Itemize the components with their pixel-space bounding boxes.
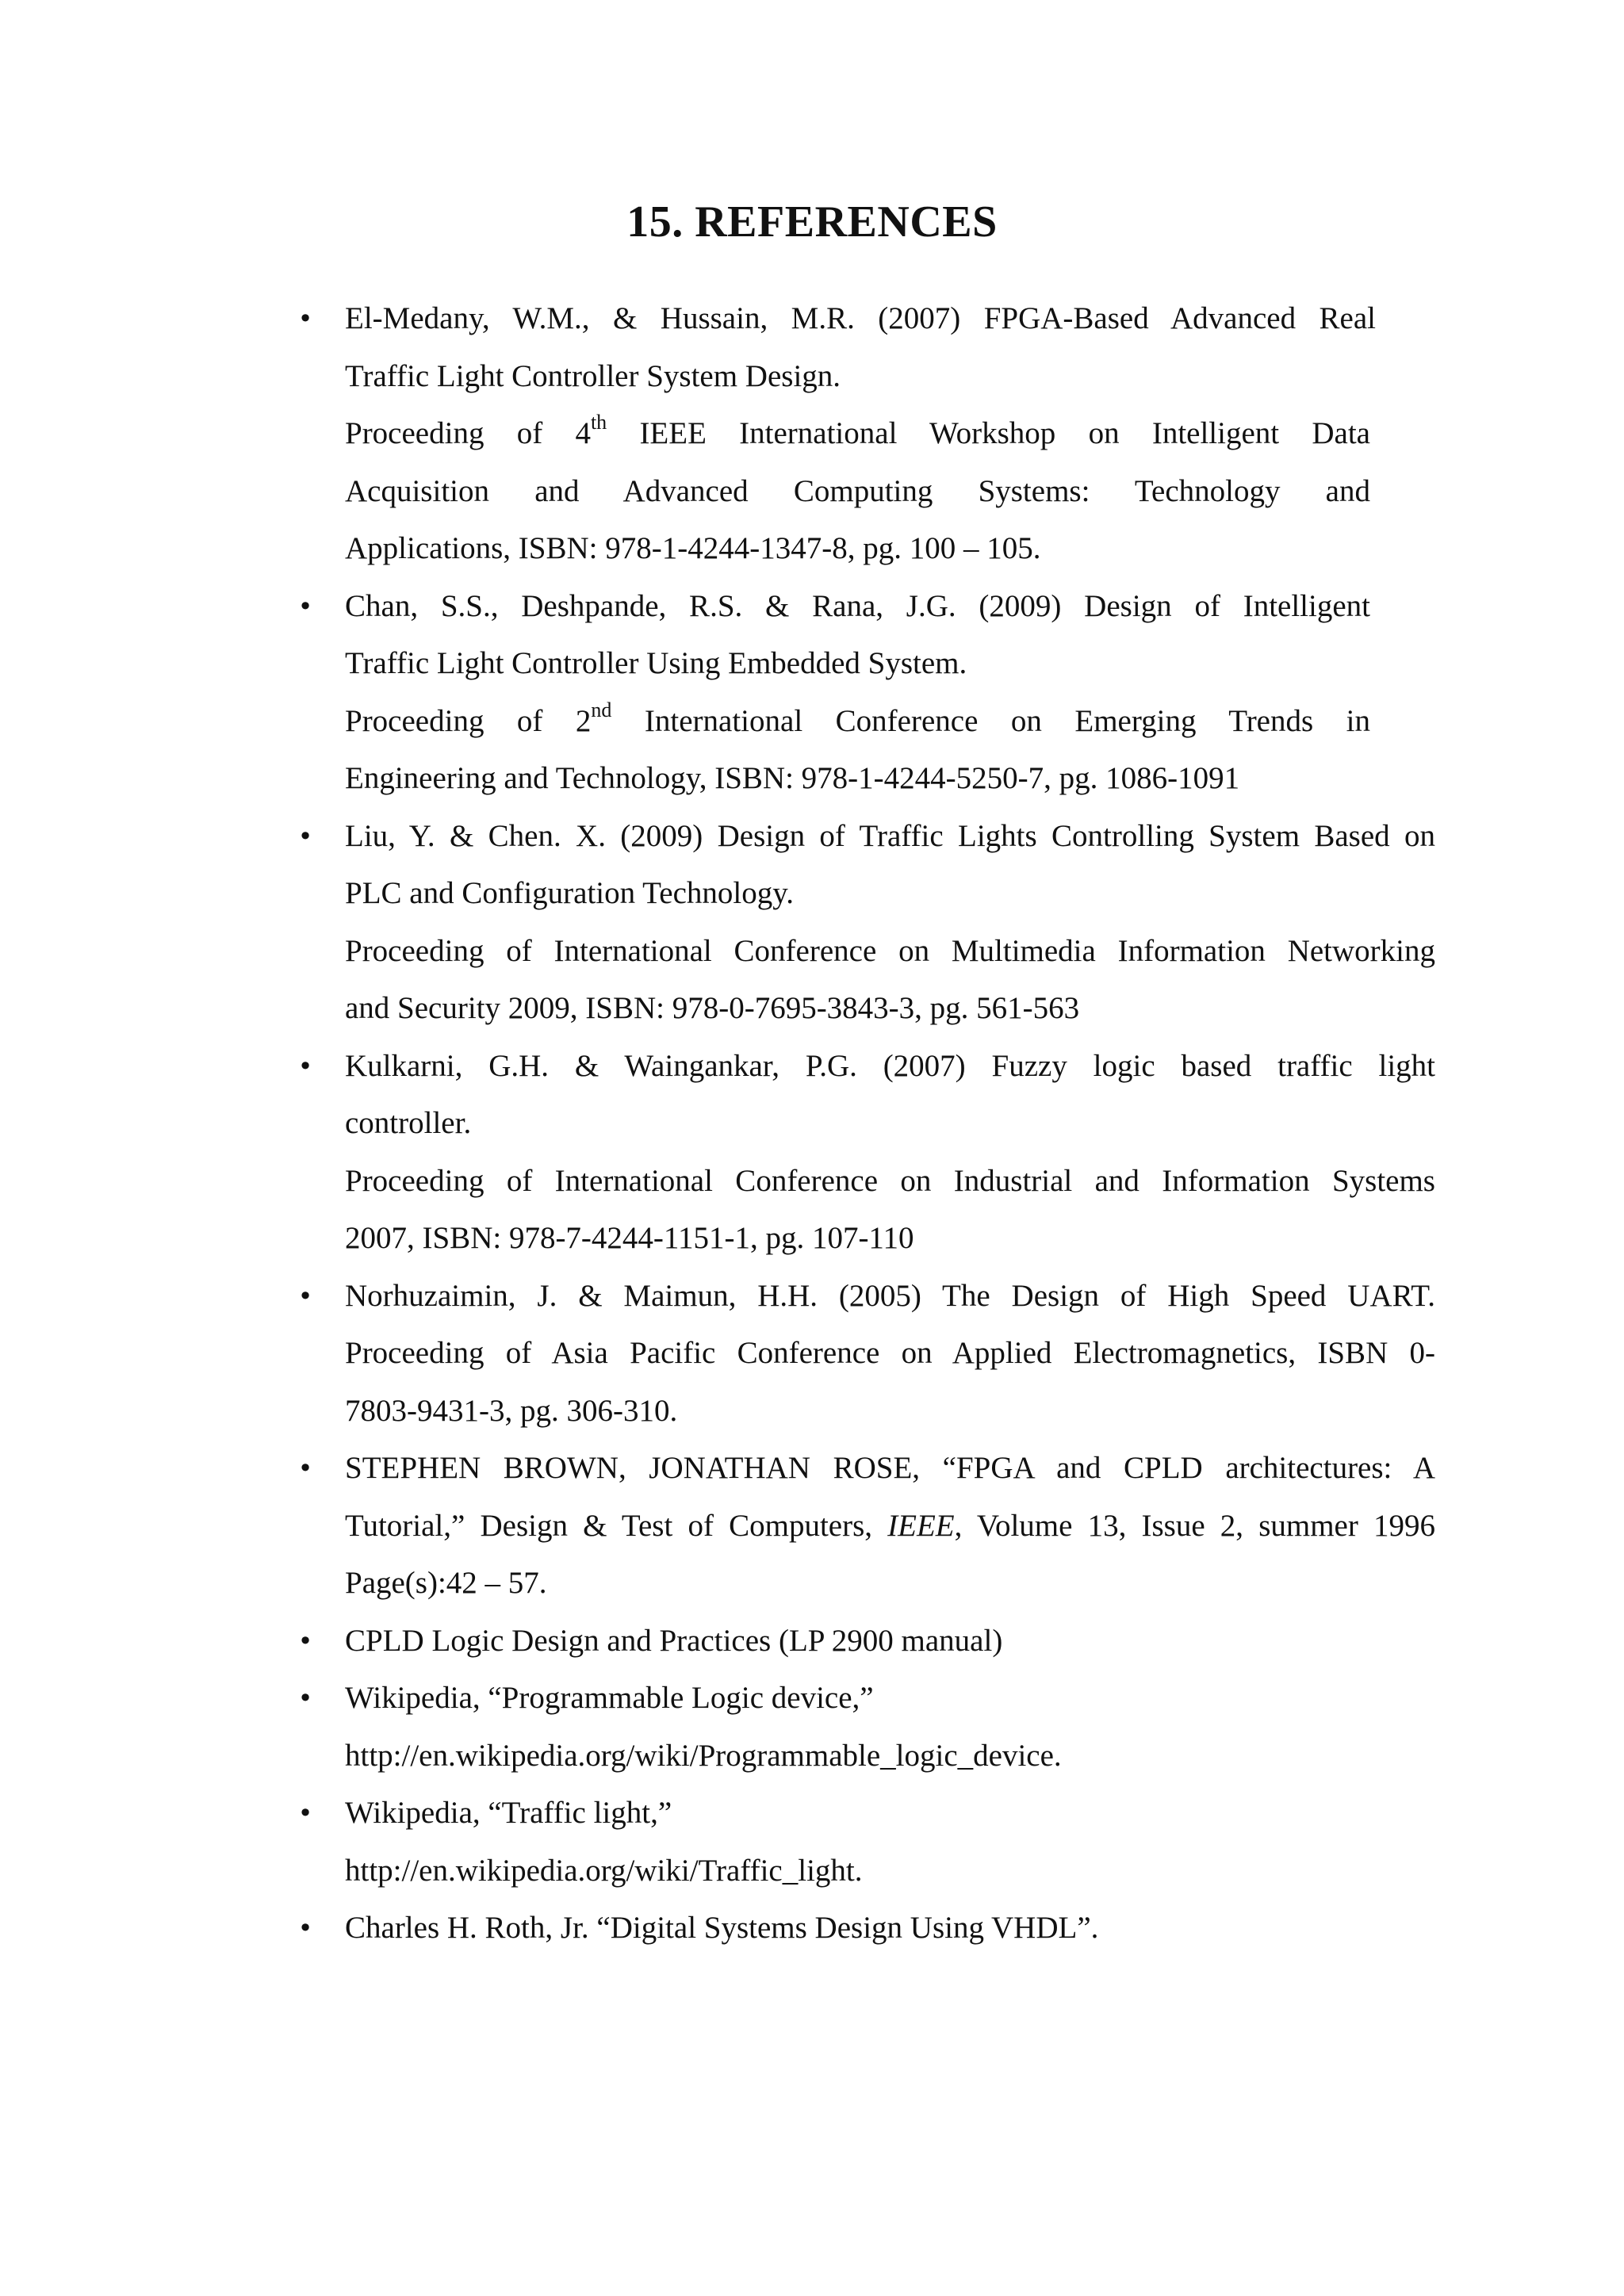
reference-line: Traffic Light Controller Using Embedded System. [345, 646, 967, 680]
journal-name: IEEE [887, 1508, 955, 1543]
reference-line: Applications, ISBN: 978-1-4244-1347-8, pg. 100 – 105. [345, 531, 1041, 565]
page-title: 15. REFERENCES [626, 197, 998, 247]
ordinal-suffix: th [590, 411, 607, 434]
reference-item [0, 1440, 1624, 1613]
reference-line: Chan, S.S., Deshpande, R.S. & Rana, J.G. (2009) Design of Intelligent [345, 588, 1370, 623]
bullet-icon: • [297, 1683, 313, 1713]
reference-line: Proceeding of International Conference on Industrial and Information Systems [345, 1163, 1435, 1198]
reference-text: Proceeding of 2 [345, 703, 592, 738]
reference-text: IEEE International Workshop on Intelligent Data [607, 416, 1370, 450]
reference-item [0, 1268, 1624, 1441]
reference-line: 7803-9431-3, pg. 306-310. [345, 1393, 678, 1428]
reference-line: Wikipedia, “Programmable Logic device,” [345, 1681, 874, 1715]
reference-text: Tutorial,” Design & Test of Computers, [345, 1508, 888, 1543]
bullet-icon: • [297, 821, 313, 851]
reference-line: Engineering and Technology, ISBN: 978-1-4244-5250-7, pg. 1086-1091 [345, 761, 1240, 795]
reference-line: Kulkarni, G.H. & Waingankar, P.G. (2007) Fuzzy logic based traffic light [345, 1048, 1435, 1083]
reference-item [0, 578, 1624, 808]
reference-list [0, 290, 1624, 1957]
reference-text: Proceeding of 4 [345, 416, 591, 450]
reference-line: Charles H. Roth, Jr. “Digital Systems Design Using VHDL”. [345, 1911, 1099, 1945]
reference-line: Acquisition and Advanced Computing Systems: Technology and [345, 473, 1370, 508]
reference-line [345, 693, 1370, 751]
reference-line: 2007, ISBN: 978-7-4244-1151-1, pg. 107-110 [345, 1221, 914, 1255]
reference-line: Wikipedia, “Traffic light,” [345, 1796, 672, 1830]
reference-item [0, 1785, 1624, 1900]
bullet-icon: • [297, 1798, 313, 1828]
reference-item [0, 1670, 1624, 1785]
reference-url: http://en.wikipedia.org/wiki/Traffic_light. [345, 1853, 863, 1888]
reference-line: STEPHEN BROWN, JONATHAN ROSE, “FPGA and CPLD architectures: A [345, 1451, 1435, 1485]
reference-line: Traffic Light Controller System Design. [345, 358, 841, 393]
reference-line [345, 1498, 1435, 1556]
reference-line: CPLD Logic Design and Practices (LP 2900 manual) [345, 1623, 1003, 1658]
bullet-icon: • [297, 304, 313, 334]
reference-line: PLC and Configuration Technology. [345, 876, 794, 910]
reference-url: http://en.wikipedia.org/wiki/Programmable_logic_device. [345, 1738, 1062, 1773]
reference-line: Norhuzaimin, J. & Maimun, H.H. (2005) The Design of High Speed UART. [345, 1278, 1435, 1313]
reference-line: Proceeding of Asia Pacific Conference on Applied Electromagnetics, ISBN 0- [345, 1336, 1435, 1370]
bullet-icon: • [297, 1625, 313, 1656]
reference-text: International Conference on Emerging Trends in [611, 703, 1370, 738]
bullet-icon: • [297, 1050, 313, 1081]
reference-line: Page(s):42 – 57. [345, 1566, 547, 1600]
reference-line: Liu, Y. & Chen. X. (2009) Design of Traffic Lights Controlling System Based on [345, 818, 1435, 853]
reference-line: controller. [345, 1106, 472, 1140]
reference-text: , Volume 13, Issue 2, summer 1996 [954, 1508, 1435, 1543]
reference-line: Proceeding of International Conference on Multimedia Information Networking [345, 933, 1435, 968]
reference-line: and Security 2009, ISBN: 978-0-7695-3843-3, pg. 561-563 [345, 991, 1080, 1025]
reference-item [0, 1038, 1624, 1268]
bullet-icon: • [297, 591, 313, 622]
reference-item [0, 808, 1624, 1038]
reference-item [0, 290, 1624, 578]
bullet-icon: • [297, 1280, 313, 1311]
bullet-icon: • [297, 1453, 313, 1483]
reference-item [0, 1613, 1624, 1670]
reference-item [0, 1900, 1624, 1957]
reference-line [345, 405, 1370, 463]
reference-line: El-Medany, W.M., & Hussain, M.R. (2007) FPGA-Based Advanced Real [345, 301, 1376, 335]
ordinal-suffix: nd [591, 698, 612, 721]
bullet-icon: • [297, 1913, 313, 1943]
